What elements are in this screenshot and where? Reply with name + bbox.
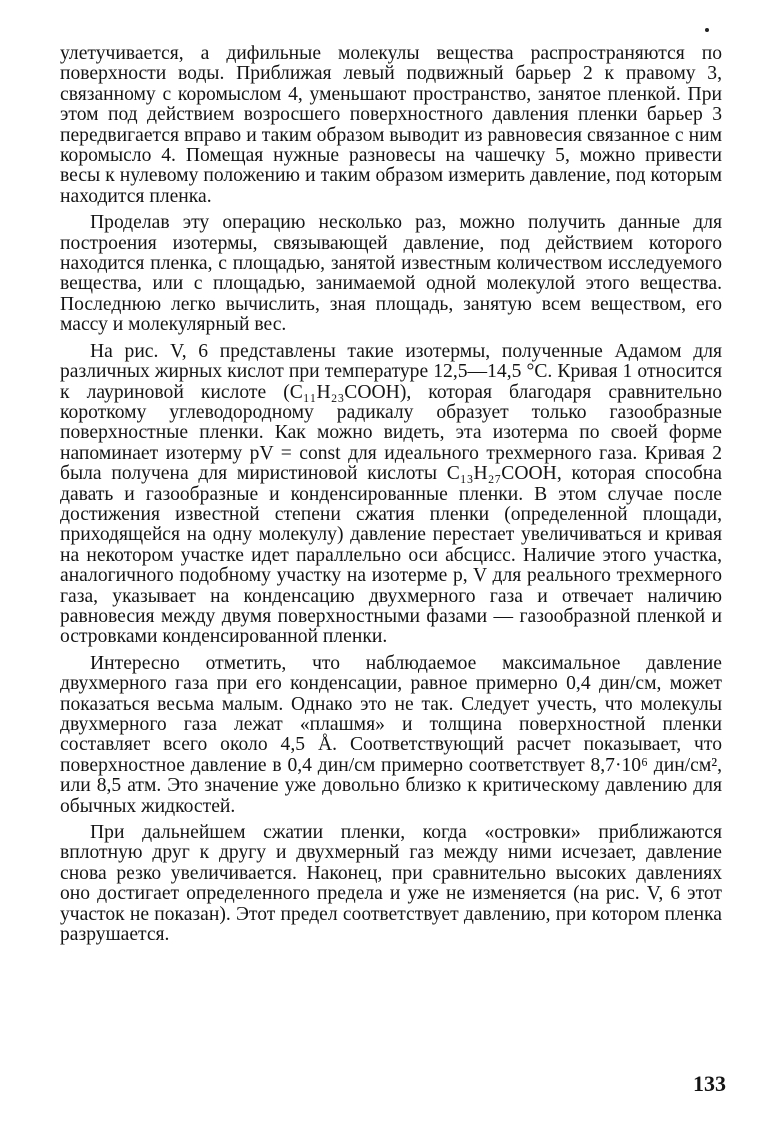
paragraph-4: Интересно отметить, что наблюдаемое максимальное давление двухмерного газа при его конденсации, равное примерно 0,4 дин/см, может показаться весьма малым. Однако это не так. Следует учесть, что молекулы двухмерного газа лежат «плашмя» и толщина поверхностной пленки составляет всего около 4,5 Å. Соответствующий расчет показывает, что поверхностное давление в 0,4 дин/см примерно соответствует 8,7·10⁶ дин/см², или 8,5 атм. Это значение уже довольно близко к критическому давлению для обычных жидкостей.	[60, 652, 722, 817]
paragraph-5: При дальнейшем сжатии пленки, когда «островки» приближаются вплотную друг к другу и двухмерный газ между ними исчезает, давление снова резко увеличивается. Наконец, при сравнительно высоких давлениях оно достигает определенного предела и уже не изменяется (на рис. V, 6 этот участок не показан). Этот предел соответствует давлению, при котором пленка разрушается.	[60, 822, 722, 946]
paragraph-1: улетучивается, а дифильные молекулы вещества распространяются по поверхности воды. Приближая левый подвижный барьер 2 к правому 3, связанному с коромыслом 4, уменьшают пространство, занятое пленкой. При этом под действием возросшего поверхностного давления пленки барьер 3 передвигается вправо и таким образом выводит из равновесия связанное с ним коромысло 4. Помещая нужные разновесы на чашечку 5, можно привести весы к нулевому положению и таким образом измерить давление, под которым находится пленка.	[60, 43, 722, 207]
page-body	[60, 44, 722, 945]
page-number: 133	[693, 1071, 726, 1096]
paragraph-3: На рис. V, 6 представлены такие изотермы, полученные Адамом для различных жирных кислот при температуре 12,5—14,5 °C. Кривая 1 относится к лауриновой кислоте (C₁₁H₂₃COOH), которая благодаря сравнительно короткому углеводородному радикалу образует только газообразные поверхностные пленки. Как можно видеть, эта изотерма по своей форме напоминает изотерму pV = const для идеального трехмерного газа. Кривая 2 была получена для миристиновой кислоты C₁₃H₂₇COOH, которая способна давать и газообразные и конденсированные пленки. В этом случае после достижения известной степени сжатия пленки (определенной площади, приходящейся на одну молекулу) давление перестает увеличиваться и кривая на некотором участке идет параллельно оси абсцисс. Наличие этого участка, аналогичного подобному участку на изотерме p, V для реального трехмерного газа, указывает на конденсацию двухмерного газа и отвечает наличию равновесия между двумя поверхностными фазами — газообразной пленкой и островками конденсированной пленки.	[60, 340, 722, 648]
printing-dot	[705, 28, 709, 32]
paragraph-2: Проделав эту операцию несколько раз, можно получить данные для построения изотермы, связывающей давление, под действием которого находится пленка, с площадью, занятой известным количеством исследуемого вещества, или с площадью, занимаемой одной молекулой этого вещества. Последнюю легко вычислить, зная площадь, занятую всем веществом, его массу и молекулярный вес.	[60, 212, 722, 336]
